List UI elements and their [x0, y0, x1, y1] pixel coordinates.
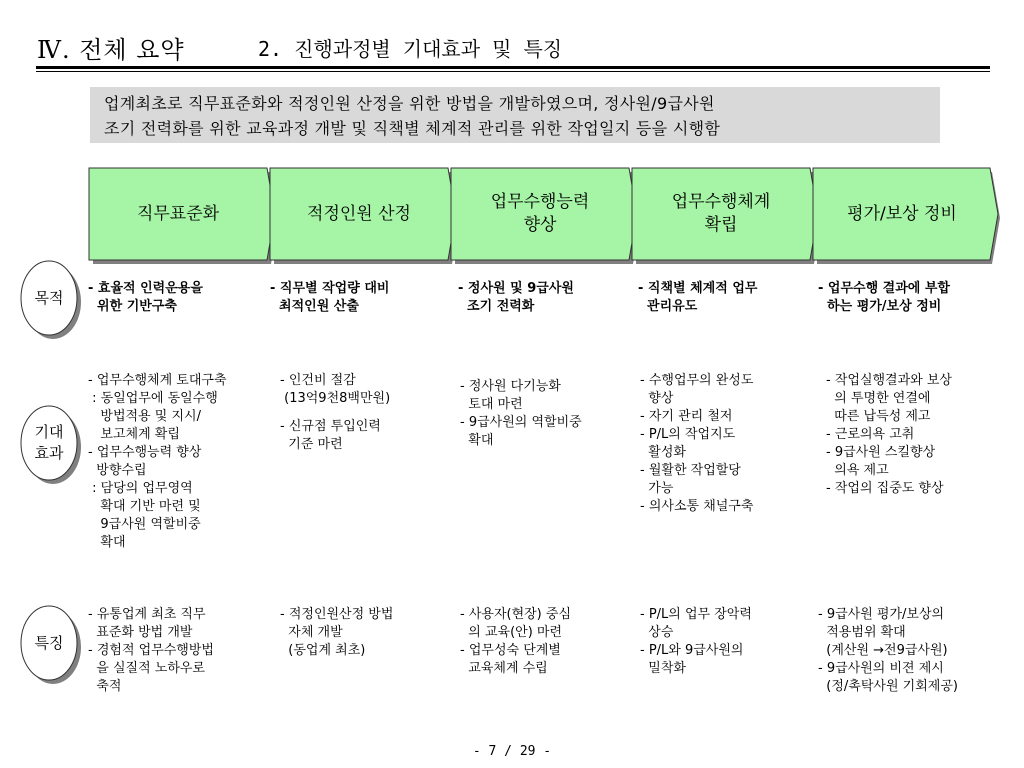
list-item: - 의사소통 채널구축: [640, 499, 754, 514]
features-cell-2: [280, 606, 393, 660]
list-item: - 신규점 투입인력: [280, 419, 381, 434]
features-cell-5: [818, 606, 958, 696]
features-cell-4: [640, 606, 752, 678]
list-item: - 경험적 업무수행방법: [88, 643, 214, 658]
list-item: 교육체계 수립: [460, 661, 548, 676]
spacer: [280, 408, 390, 418]
list-item: - 직책별 체계적 업무: [638, 281, 758, 296]
list-item: - 수행업무의 완성도: [640, 373, 754, 388]
list-item: - 적정인원산정 방법: [280, 607, 394, 622]
list-item: - 업무수행체계 토대구축: [88, 373, 227, 388]
step-title-5: 평가/보상 정비: [847, 203, 957, 224]
list-item: 토대 마련: [460, 397, 523, 412]
list-item: 축적: [88, 679, 122, 694]
step-title-4: 업무수행체계 확립: [671, 192, 771, 235]
row-label-effects: 기대 효과: [34, 423, 64, 462]
list-item: - 사용자(현장) 중심: [460, 607, 572, 622]
list-item: - P/L의 작업지도: [640, 427, 736, 442]
list-item: 밀착화: [640, 661, 686, 676]
list-item: - P/L의 업무 장악력: [640, 607, 752, 622]
list-item: 하는 평가/보상 정비: [818, 299, 942, 314]
list-item: 보고체계 확립: [88, 427, 180, 442]
list-item: - P/L와 9급사원의: [640, 643, 744, 658]
list-item: (계산원 →전9급사원): [818, 643, 948, 658]
effects-cell-3: [460, 378, 582, 450]
list-item: - 정사원 및 9급사원: [458, 281, 574, 296]
purpose-cell-1: [88, 280, 203, 316]
list-item: 조기 전력화: [458, 299, 535, 314]
list-item: 확대 기반 마련 및: [88, 499, 201, 514]
list-item: 의 교육(안) 마련: [460, 625, 563, 640]
list-item: - 업무수행능력 향상: [88, 445, 202, 460]
list-item: - 9급사원의 비젼 제시: [818, 661, 944, 676]
list-item: - 9급사원 평가/보상의: [818, 607, 945, 622]
purpose-cell-5: [818, 280, 950, 316]
list-item: 가능: [640, 481, 674, 496]
list-item: 상승: [640, 625, 674, 640]
list-item: - 9급사원의 역할비중: [460, 415, 582, 430]
row-label-features: 특징: [34, 633, 64, 652]
list-item: - 근로의욕 고취: [826, 427, 915, 442]
list-item: 방향수립: [88, 463, 147, 478]
list-item: - 효율적 인력운용을: [88, 281, 203, 296]
list-item: - 정사원 다기능화: [460, 379, 561, 394]
list-item: 의욕 제고: [826, 463, 889, 478]
list-item: 표준화 방법 개발: [88, 625, 193, 640]
list-item: 향상: [640, 391, 674, 406]
page-subtitle: 2. 진행과정별 기대효과 및 특징: [258, 37, 563, 61]
list-item: 최적인원 산출: [270, 299, 359, 314]
list-item: - 월활한 작업할당: [640, 463, 741, 478]
list-item: 활성화: [640, 445, 686, 460]
list-item: 을 실질적 노하우로: [88, 661, 205, 676]
effects-cell-1: [88, 372, 227, 552]
list-item: - 자기 관리 철저: [640, 409, 733, 424]
list-item: - 업무수행 결과에 부합: [818, 281, 950, 296]
list-item: (동업계 최초): [280, 643, 366, 658]
step-title-1: 직무표준화: [136, 203, 220, 224]
list-item: : 담당의 업무영역: [88, 481, 193, 496]
list-item: 위한 기반구축: [88, 299, 177, 314]
list-item: 자체 개발: [280, 625, 343, 640]
effects-cell-5: [826, 372, 952, 498]
step-title-3: 업무수행능력 향상: [490, 192, 590, 235]
features-cell-3: [460, 606, 571, 678]
list-item: 기준 마련: [280, 437, 343, 452]
list-item: 9급사원 역할비중: [88, 517, 201, 532]
list-item: 방법적용 및 지시/: [88, 409, 201, 424]
page-number: - 7 / 29 -: [472, 744, 552, 759]
effects-cell-2: [280, 372, 390, 454]
list-item: : 동일업무에 동일수행: [88, 391, 218, 406]
list-item: 확대: [88, 535, 126, 550]
purpose-cell-4: [638, 280, 757, 316]
list-item: 확대: [460, 433, 494, 448]
list-item: - 직무별 작업량 대비: [270, 281, 390, 296]
list-item: - 업무성숙 단계별: [460, 643, 561, 658]
features-cell-1: [88, 606, 214, 696]
list-item: 의 투명한 연결에: [826, 391, 931, 406]
summary-line-1: 업계최초로 직무표준화와 적정인원 산정을 위한 방법을 개발하였으며, 정사원/9급사원: [104, 94, 715, 113]
list-item: - 작업실행결과와 보상: [826, 373, 952, 388]
list-item: - 작업의 집중도 향상: [826, 481, 944, 496]
purpose-cell-2: [270, 280, 389, 316]
section-title: Ⅳ. 전체 요약: [37, 36, 185, 64]
list-item: 관리유도: [638, 299, 698, 314]
purpose-cell-3: [458, 280, 574, 316]
list-item: - 9급사원 스킬향상: [826, 445, 936, 460]
effects-cell-4: [640, 372, 753, 516]
list-item: - 인건비 절감: [280, 373, 356, 388]
list-item: 적용범위 확대: [818, 625, 906, 640]
list-item: 따른 납득성 제고: [826, 409, 931, 424]
list-item: - 유통업계 최초 직무: [88, 607, 206, 622]
summary-line-2: 조기 전력화를 위한 교육과정 개발 및 직책별 체계적 관리를 위한 작업일지 등을 시행함: [104, 119, 721, 138]
step-title-2: 적정인원 산정: [307, 203, 411, 224]
list-item: (정/촉탁사원 기회제공): [818, 679, 958, 694]
row-label-purpose: 목적: [34, 288, 64, 307]
list-item: (13억9천8백만원): [280, 391, 391, 406]
